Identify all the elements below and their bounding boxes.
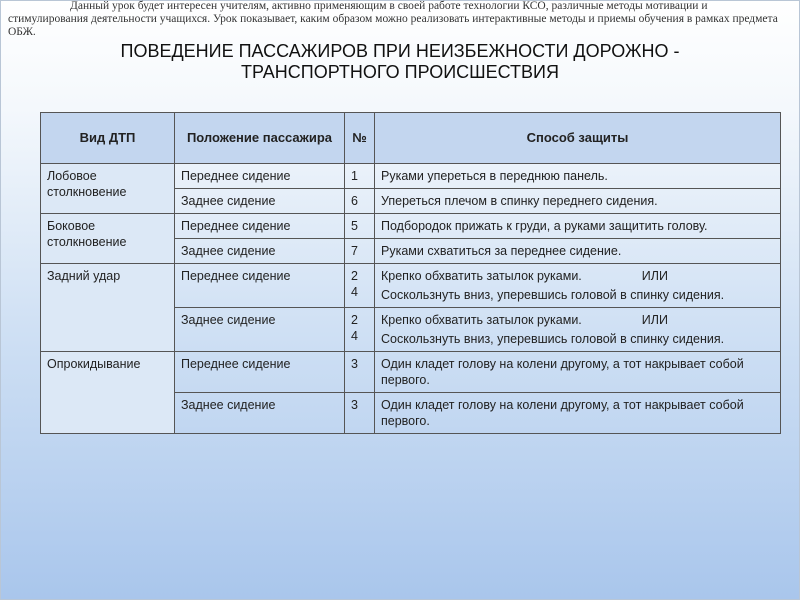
- method-number-cell: [345, 239, 375, 264]
- protection-table: [40, 112, 781, 434]
- protection-method-text: Соскользнуть вниз, уперевшись головой в спинку сидения.: [381, 332, 725, 346]
- protection-method-line: [381, 243, 774, 259]
- method-number-cell: [345, 393, 375, 434]
- or-separator: ИЛИ: [641, 269, 668, 283]
- protection-method-cell: [375, 189, 781, 214]
- protection-method-line: [381, 193, 774, 209]
- protection-method-line: [381, 218, 774, 234]
- protection-method-text: Крепко обхватить затылок руками.: [381, 269, 582, 283]
- protection-method-line: [381, 287, 774, 303]
- passenger-position-cell: Переднее сидение: [175, 264, 345, 308]
- protection-method-text: Один кладет голову на колени другому, а тот накрывает собой первого.: [381, 357, 744, 387]
- protection-method-line: [381, 397, 774, 429]
- protection-method-cell: [375, 393, 781, 434]
- accident-type-cell: Опрокидывание: [41, 352, 175, 434]
- protection-method-cell: [375, 308, 781, 352]
- accident-type-cell: Лобовое столкновение: [41, 164, 175, 214]
- protection-method-line: [381, 268, 774, 284]
- method-number: 5: [351, 219, 358, 233]
- method-number: 1: [351, 169, 358, 183]
- method-number: 3: [351, 357, 358, 371]
- table-row: [41, 352, 781, 393]
- header-type: Вид ДТП: [41, 113, 175, 164]
- protection-method-cell: [375, 164, 781, 189]
- header-position: Положение пассажира: [175, 113, 345, 164]
- accident-type-cell: Задний удар: [41, 264, 175, 352]
- protection-method-line: [381, 168, 774, 184]
- method-number: 6: [351, 194, 358, 208]
- method-number-cell: [345, 164, 375, 189]
- or-separator: ИЛИ: [641, 313, 668, 327]
- header-number: №: [345, 113, 375, 164]
- table-body: [41, 164, 781, 434]
- passenger-position-cell: Заднее сидение: [175, 239, 345, 264]
- protection-method-text: Руками упереться в переднюю панель.: [381, 169, 608, 183]
- passenger-position-cell: Заднее сидение: [175, 308, 345, 352]
- protection-method-text: Соскользнуть вниз, уперевшись головой в спинку сидения.: [381, 288, 725, 302]
- protection-method-line: [381, 331, 774, 347]
- method-number: 2: [351, 313, 358, 327]
- table-row: [41, 164, 781, 189]
- passenger-position-cell: Заднее сидение: [175, 393, 345, 434]
- protection-method-cell: [375, 352, 781, 393]
- method-number: 2: [351, 269, 358, 283]
- method-number: 4: [351, 329, 358, 343]
- protection-method-line: [381, 356, 774, 388]
- method-number-cell: [345, 189, 375, 214]
- protection-method-line: [381, 312, 774, 328]
- passenger-position-cell: Заднее сидение: [175, 189, 345, 214]
- method-number: 3: [351, 398, 358, 412]
- protection-method-text: Крепко обхватить затылок руками.: [381, 313, 582, 327]
- table-row: [41, 264, 781, 308]
- intro-note: Данный урок будет интересен учителям, активно применяющим в своей работе технологии КСО, различные методы мотивации и стимулирования деятельности учащихся. Урок показывает, каким образом можно реализовать интерактивные методы и приемы обучения в рамках предмета ОБЖ.: [8, 0, 778, 38]
- table-row: [41, 214, 781, 239]
- header-method: Способ защиты: [375, 113, 781, 164]
- protection-method-cell: [375, 239, 781, 264]
- method-number: 4: [351, 285, 358, 299]
- passenger-position-cell: Переднее сидение: [175, 214, 345, 239]
- passenger-position-cell: Переднее сидение: [175, 164, 345, 189]
- method-number-cell: [345, 214, 375, 239]
- protection-method-text: Упереться плечом в спинку переднего сидения.: [381, 194, 658, 208]
- passenger-position-cell: Переднее сидение: [175, 352, 345, 393]
- method-number-cell: [345, 308, 375, 352]
- table-header-row: [41, 113, 781, 164]
- protection-method-text: Один кладет голову на колени другому, а тот накрывает собой первого.: [381, 398, 744, 428]
- protection-method-cell: [375, 214, 781, 239]
- method-number: 7: [351, 244, 358, 258]
- slide-title: ПОВЕДЕНИЕ ПАССАЖИРОВ ПРИ НЕИЗБЕЖНОСТИ ДОРОЖНО - ТРАНСПОРТНОГО ПРОИСШЕСТВИЯ: [120, 41, 680, 82]
- method-number-cell: [345, 264, 375, 308]
- accident-type-cell: Боковое столкновение: [41, 214, 175, 264]
- protection-method-text: Руками схватиться за переднее сидение.: [381, 244, 622, 258]
- protection-method-cell: [375, 264, 781, 308]
- method-number-cell: [345, 352, 375, 393]
- protection-method-text: Подбородок прижать к груди, а руками защитить голову.: [381, 219, 708, 233]
